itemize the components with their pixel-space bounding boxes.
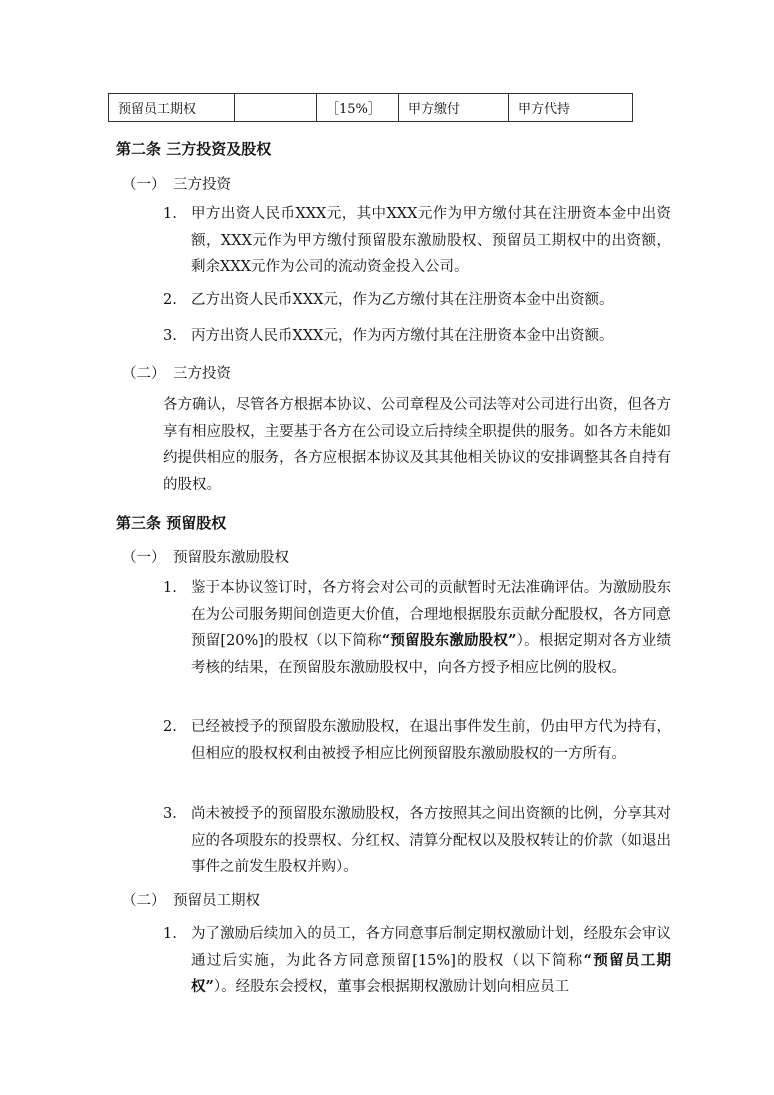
item-number: 3. — [163, 806, 177, 822]
equity-table — [108, 93, 633, 122]
item-text-part: 为了激励后续加入的员工，各方同意事后制定期权激励计划，经股东会审议通过后实施，为此各方同意预留[15%]的股权（以下简称 — [191, 926, 671, 969]
paragraph: 各方确认，尽管各方根据本协议、公司章程及公司法等对公司进行出资，但各方享有相应股权，主要基于各方在公司设立后持续全职提供的服务。如各方未能如约提供相应的服务，各方应根据本协议及其其他相关协议的安排调整其各自持有的股权。 — [163, 397, 671, 493]
article-3-heading: 第三条 预留股权 — [116, 514, 227, 532]
section-title: 三方投资 — [173, 177, 231, 193]
table-cell: 预留员工期权 — [109, 94, 235, 122]
section-title: 三方投资 — [173, 366, 231, 382]
defined-term: “预留股东激励股权” — [381, 632, 517, 649]
section-label: （二） — [122, 366, 166, 382]
item-number: 1. — [163, 580, 177, 596]
item-text: 乙方出资人民币XXX元，作为乙方缴付其在注册资本金中出资额。 — [191, 292, 614, 308]
table-cell: 甲方缴付 — [399, 94, 509, 122]
item-text — [191, 921, 671, 1001]
article-2-heading: 第二条 三方投资及股权 — [116, 140, 272, 158]
table-cell — [235, 94, 317, 122]
defined-term: “预留员工期权” — [191, 951, 672, 995]
section-label: （一） — [122, 550, 166, 566]
item-text — [191, 575, 671, 681]
item-text: 丙方出资人民币XXX元，作为丙方缴付其在注册资本金中出资额。 — [191, 328, 614, 344]
item-number: 1. — [163, 206, 177, 222]
section-title: 预留股东激励股权 — [173, 550, 289, 566]
item-text: 甲方出资人民币XXX元，其中XXX元作为甲方缴付其在注册资本金中出资额，XXX元作为甲方缴付预留股东激励股权、预留员工期权中的出资额，剩余XXX元作为公司的流动资金投入公司。 — [191, 206, 671, 275]
item-text-part: ）。经股东会授权，董事会根据期权激励计划向相应员工 — [213, 979, 570, 995]
item-text-part: ）。根据定期对各方业绩考核的结果，在预留股东激励股权中，向各方授予相应比例的股权。 — [191, 633, 671, 676]
item-text: 已经被授予的预留股东激励股权，在退出事件发生前，仍由甲方代为持有，但相应的股权权利由被授予相应比例预留股东激励股权的一方所有。 — [191, 719, 671, 762]
table-row — [109, 94, 633, 122]
section-title: 预留员工期权 — [173, 893, 260, 909]
section-label: （一） — [122, 177, 166, 193]
section-label: （二） — [122, 893, 166, 909]
item-number: 3. — [163, 328, 177, 344]
table-cell: ［15%］ — [317, 94, 399, 122]
item-number: 2. — [163, 719, 177, 735]
item-number: 2. — [163, 292, 177, 308]
item-text: 尚未被授予的预留股东激励股权，各方按照其之间出资额的比例，分享其对应的各项股东的投票权、分红权、清算分配权以及股权转让的价款（如退出事件之前发生股权并购）。 — [191, 806, 671, 875]
item-text-part: 鉴于本协议签订时，各方将会对公司的贡献暂时无法准确评估。为激励股东在为公司服务期间创造更大价值，合理地根据股东贡献分配股权，各方同意预留[20%]的股权（以下简称 — [191, 580, 671, 649]
item-number: 1. — [163, 926, 177, 942]
table-cell: 甲方代持 — [509, 94, 633, 122]
